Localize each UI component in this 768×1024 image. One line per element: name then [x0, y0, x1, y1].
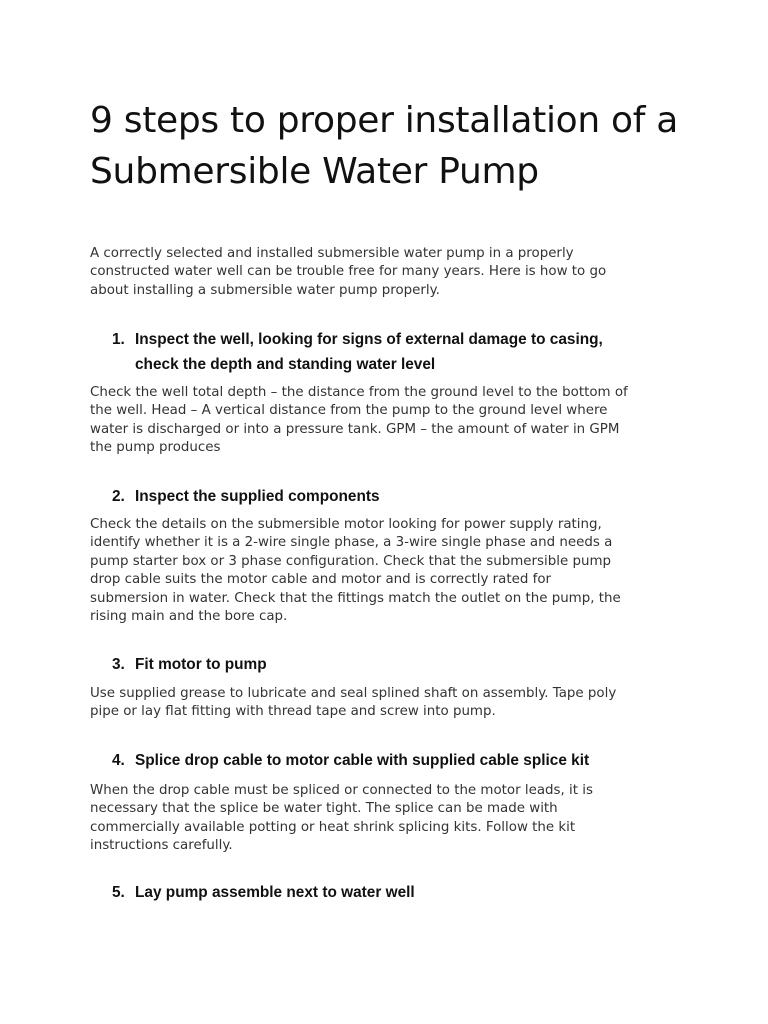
paragraph-line: identify whether it is a 2-wire single phase, a 3-wire single phase and needs a [90, 535, 613, 551]
step-5-heading [112, 880, 672, 905]
step-number: 4. [112, 752, 125, 769]
step-3-body [90, 685, 690, 722]
intro-paragraph [90, 245, 690, 300]
paragraph-line: constructed water well can be trouble free for many years. Here is how to go [90, 264, 607, 280]
paragraph-line: Use supplied grease to lubricate and seal splined shaft on assembly. Tape poly [90, 686, 617, 701]
heading-line: Inspect the supplied components [135, 488, 380, 505]
paragraph-line: When the drop cable must be spliced or connected to the motor leads, it is [90, 783, 593, 798]
paragraph-line: Check the well total depth – the distance from the ground level to the bottom of [90, 385, 628, 400]
paragraph-line: the well. Head – A vertical distance from the pump to the ground level where [90, 403, 608, 419]
step-2-heading [112, 484, 672, 509]
paragraph-line: pump starter box or 3 phase configuration. Check that the submersible pump [90, 553, 611, 569]
title-line: 9 steps to proper installation of a [90, 100, 679, 141]
paragraph-line: drop cable suits the motor cable and motor and is correctly rated for [90, 572, 552, 588]
step-heading-text [135, 652, 672, 677]
step-1-body [90, 384, 690, 458]
paragraph-line: Check the details on the submersible motor looking for power supply rating, [90, 517, 602, 532]
heading-line: Inspect the well, looking for signs of external damage to casing, [135, 331, 603, 348]
step-number: 3. [112, 656, 125, 673]
step-number: 5. [112, 884, 125, 901]
paragraph-line: commercially available potting or heat shrink splicing kits. Follow the kit [90, 819, 576, 835]
heading-line: check the depth and standing water level [135, 356, 436, 373]
heading-line: Fit motor to pump [135, 656, 267, 673]
paragraph-line: water is discharged or into a pressure tank. GPM – the amount of water in GPM [90, 421, 620, 437]
step-1-heading [112, 327, 672, 377]
step-4-body [90, 782, 690, 856]
paragraph-line: necessary that the splice be water tight. The splice can be made with [90, 801, 558, 817]
paragraph-line: about installing a submersible water pump properly. [90, 282, 440, 298]
step-heading-text [135, 880, 672, 905]
step-heading-text [135, 327, 672, 377]
heading-line: Splice drop cable to motor cable with supplied cable splice kit [135, 752, 590, 769]
paragraph-line: submersion in water. Check that the fittings match the outlet on the pump, the [90, 590, 621, 606]
title-line: Submersible Water Pump [90, 151, 539, 192]
step-4-heading [112, 748, 672, 773]
paragraph-line: instructions carefully. [90, 838, 233, 854]
document-title [90, 95, 730, 197]
step-number: 2. [112, 488, 125, 505]
paragraph-line: the pump produces [90, 440, 221, 456]
step-3-heading [112, 652, 672, 677]
step-number: 1. [112, 331, 125, 348]
step-heading-text [135, 484, 672, 509]
paragraph-line: A correctly selected and installed submersible water pump in a properly [90, 246, 574, 261]
paragraph-line: pipe or lay flat fitting with thread tape and screw into pump. [90, 704, 496, 720]
heading-line: Lay pump assemble next to water well [135, 884, 415, 901]
paragraph-line: rising main and the bore cap. [90, 609, 288, 625]
step-heading-text [135, 748, 672, 773]
step-2-body [90, 516, 690, 626]
